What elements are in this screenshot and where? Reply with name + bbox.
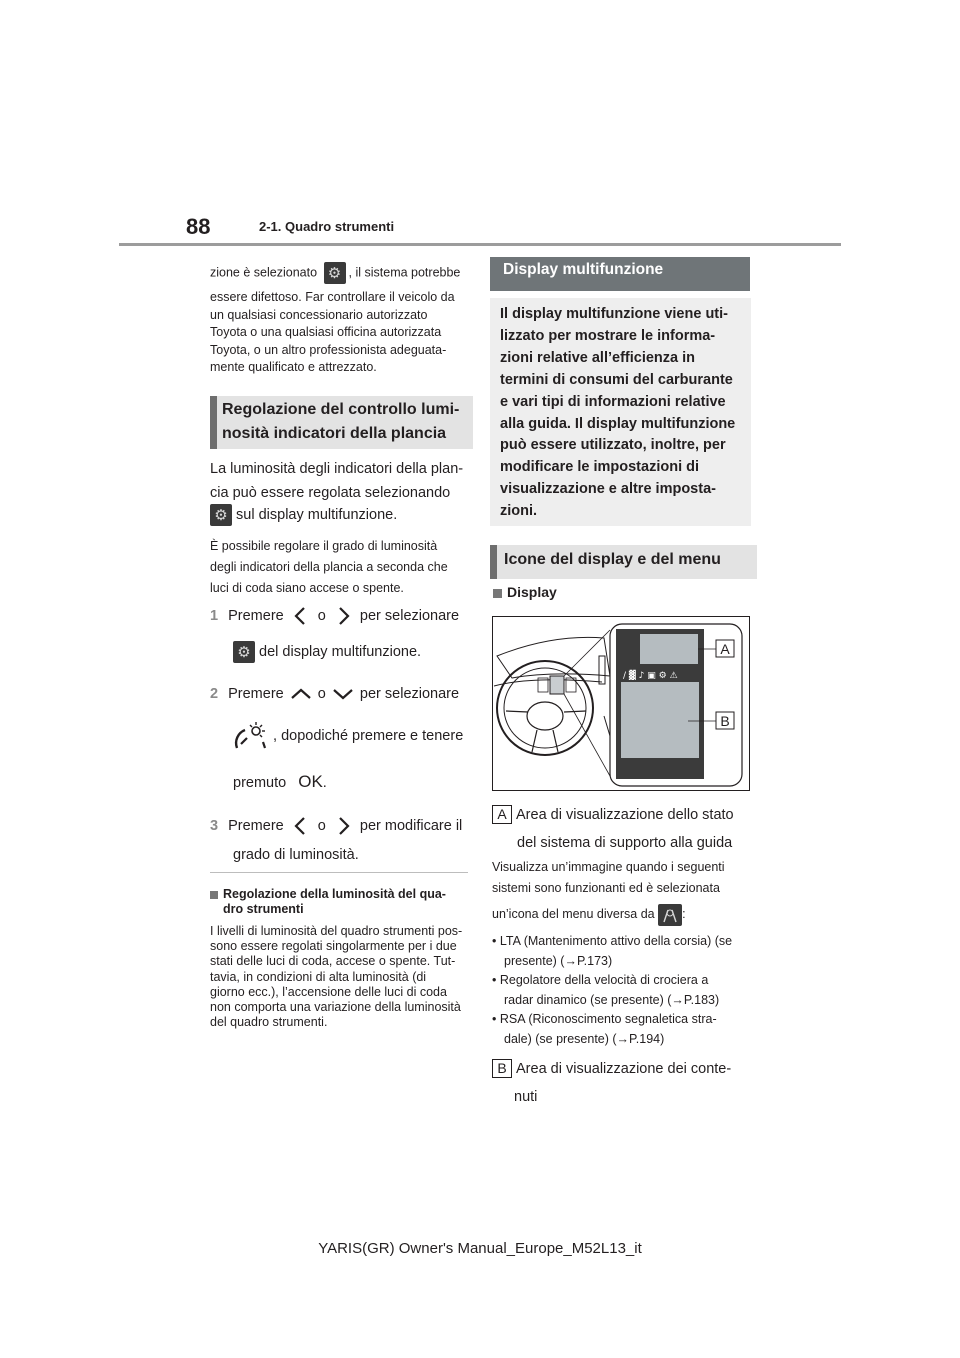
step-3-cont	[233, 843, 359, 867]
para1-line: La luminosità degli indicatori della plan-	[210, 461, 464, 477]
note-line: I livelli di luminosità del quadro strumenti pos-	[210, 924, 463, 938]
callout-b-marker: B	[492, 1059, 512, 1078]
chevron-left-icon	[288, 605, 314, 627]
note-line: non comporta una variazione della luminosità	[210, 1000, 461, 1015]
note-title-line: dro strumenti	[223, 902, 304, 916]
intro-paragraph	[210, 289, 480, 377]
step-text: per selezionare	[359, 686, 460, 702]
step-2	[210, 682, 459, 706]
para1-line: cia può essere regolata selezionando	[210, 485, 451, 501]
box-line: zioni relative all’efficienza in	[500, 349, 696, 366]
note-title	[210, 887, 446, 917]
square-bullet-icon	[210, 891, 218, 899]
chevron-right-icon	[330, 605, 356, 627]
para2-line: degli indicatori della plancia a seconda che	[210, 560, 448, 574]
intro-line: essere difettoso. Far controllare il veicolo da	[210, 290, 455, 304]
note-title-line: Regolazione della luminosità del qua-	[223, 887, 446, 901]
step-1	[210, 604, 459, 628]
box-line: zioni.	[500, 503, 538, 520]
intro-text-a: zione è selezionato	[210, 265, 318, 280]
note-line: sono essere regolati singolarmente per i due	[210, 939, 457, 954]
footer-text: YARIS(GR) Owner's Manual_Europe_M52L13_it	[318, 1240, 642, 1257]
step-text: grado di luminosità.	[233, 847, 359, 863]
chevron-left-icon	[288, 815, 314, 837]
divider	[210, 872, 468, 873]
note-line: giorno ecc.), l’accensione delle luci di coda	[210, 984, 447, 999]
ok-icon: OK	[298, 772, 323, 791]
para2-line: È possibile regolare il grado di luminosità	[210, 539, 438, 553]
step-2-cont	[233, 720, 463, 752]
para2-line: luci di coda siano accese o spente.	[210, 581, 404, 595]
icons-heading-text: Icone del display e del menu	[504, 551, 721, 568]
note-body	[210, 924, 472, 1030]
step-3	[210, 814, 462, 838]
step-number: 2	[210, 686, 219, 702]
intro-line: un qualsiasi concessionario autorizzato	[210, 307, 428, 322]
step-1-cont	[233, 640, 421, 664]
a-title	[492, 801, 734, 857]
b-title-line: nuti	[514, 1089, 538, 1105]
box-line: modificare le impostazioni di	[500, 459, 700, 476]
step-text: per selezionare	[359, 608, 460, 624]
step-text: del display multifunzione.	[259, 644, 422, 660]
step-text: Premere	[228, 686, 284, 702]
step-text: o	[317, 608, 326, 624]
step-text: Premere	[228, 608, 284, 624]
step-text: .	[322, 775, 327, 791]
step-text: Premere	[228, 818, 284, 834]
brightness-heading	[210, 396, 473, 449]
heading-line: nosità indicatori della plancia	[222, 425, 447, 442]
chevron-right-icon	[330, 815, 356, 837]
b-title	[492, 1055, 731, 1111]
settings-gear-icon	[210, 504, 232, 526]
box-line: lizzato per mostrare le informa-	[500, 327, 716, 344]
callout-b-label: B	[720, 713, 730, 729]
header-rule	[119, 243, 841, 246]
a-desc-line: un’icona del menu diversa da	[492, 907, 655, 921]
b-title-line: Area di visualizzazione dei conte-	[516, 1061, 732, 1077]
bullet-line: presente) (→P.173)	[504, 953, 613, 968]
intro-box-text	[500, 304, 735, 523]
bullet-line: radar dinamico (se presente) (→P.183)	[504, 992, 720, 1007]
step-text: o	[317, 818, 326, 834]
note-line: del quadro strumenti.	[210, 1015, 328, 1030]
para2	[210, 536, 448, 599]
a-desc-line: Visualizza un’immagine quando i seguenti	[492, 860, 725, 874]
chevron-up-icon	[288, 683, 314, 705]
step-text: per modificare il	[359, 818, 463, 834]
intro-line: Toyota o una qualsiasi officina autorizzata	[210, 325, 442, 339]
step-text: premuto	[233, 775, 287, 791]
para1	[210, 457, 463, 505]
display-label-text: Display	[507, 584, 557, 600]
dashboard-illustration	[492, 616, 750, 791]
callout-a-marker: A	[492, 805, 512, 824]
a-desc3: un’icona del menu diversa da :	[492, 902, 686, 926]
brightness-gauge-icon	[233, 720, 269, 752]
bullet-line: dale) (se presente) (→P.194)	[504, 1031, 665, 1046]
note-line: tavia, in condizioni di alta luminosità (di	[210, 969, 427, 984]
square-bullet-icon	[493, 589, 502, 598]
driving-assist-menu-icon	[658, 904, 682, 926]
intro-line: Toyota, o un altro professionista adeguata-	[210, 342, 447, 357]
a-title-line: Area di visualizzazione dello stato	[516, 807, 734, 823]
bullet-line: • RSA (Riconoscimento segnaletica stra-	[492, 1012, 717, 1026]
intro-line1	[210, 262, 460, 284]
page-number: 88	[186, 214, 211, 239]
intro-box	[490, 298, 751, 526]
step-text: o	[317, 686, 326, 702]
a-bullets	[492, 932, 732, 1049]
a-title-line: del sistema di supporto alla guida	[517, 835, 733, 851]
box-line: può essere utilizzato, inoltre, per	[500, 437, 726, 454]
step-2-cont2	[233, 770, 327, 795]
display-label	[493, 584, 557, 600]
settings-gear-icon	[324, 262, 346, 284]
callout-a-label: A	[720, 641, 730, 657]
a-desc	[492, 857, 725, 899]
bullet-line: • LTA (Mantenimento attivo della corsia) (se	[492, 934, 733, 948]
para1-end-text: sul display multifunzione.	[236, 507, 398, 523]
step-number: 3	[210, 818, 219, 834]
box-line: alla guida. Il display multifunzione	[500, 415, 736, 432]
a-desc-line: sistemi sono funzionanti ed è selezionata	[492, 881, 720, 895]
bullet-line: • Regolatore della velocità di crociera a	[492, 973, 709, 987]
step-text: , dopodiché premere e tenere	[273, 727, 464, 744]
multifunction-display-heading: Display multifunzione	[490, 257, 750, 291]
box-line: e vari tipi di informazioni relative	[500, 393, 726, 410]
svg-text:∕ ▓ ♪ ▣ ⚙ ⚠: ∕ ▓ ♪ ▣ ⚙ ⚠	[623, 671, 678, 681]
intro-line: mente qualificato e attrezzato.	[210, 360, 377, 374]
section-title: 2-1. Quadro strumenti	[259, 219, 395, 234]
para1-end	[210, 503, 397, 527]
icons-heading	[490, 545, 757, 579]
intro-text-b: , il sistema potrebbe	[348, 265, 461, 280]
chevron-down-icon	[330, 683, 356, 705]
note-line: stati delle luci di coda, accese o spente. Tut-	[210, 954, 456, 969]
box-line: Il display multifunzione viene uti-	[500, 306, 728, 322]
step-number: 1	[210, 608, 219, 624]
box-line: visualizzazione e altre imposta-	[500, 481, 716, 498]
heading-line: Regolazione del controllo lumi-	[222, 401, 460, 418]
settings-gear-icon	[233, 641, 255, 663]
box-line: termini di consumi del carburante	[500, 371, 733, 388]
